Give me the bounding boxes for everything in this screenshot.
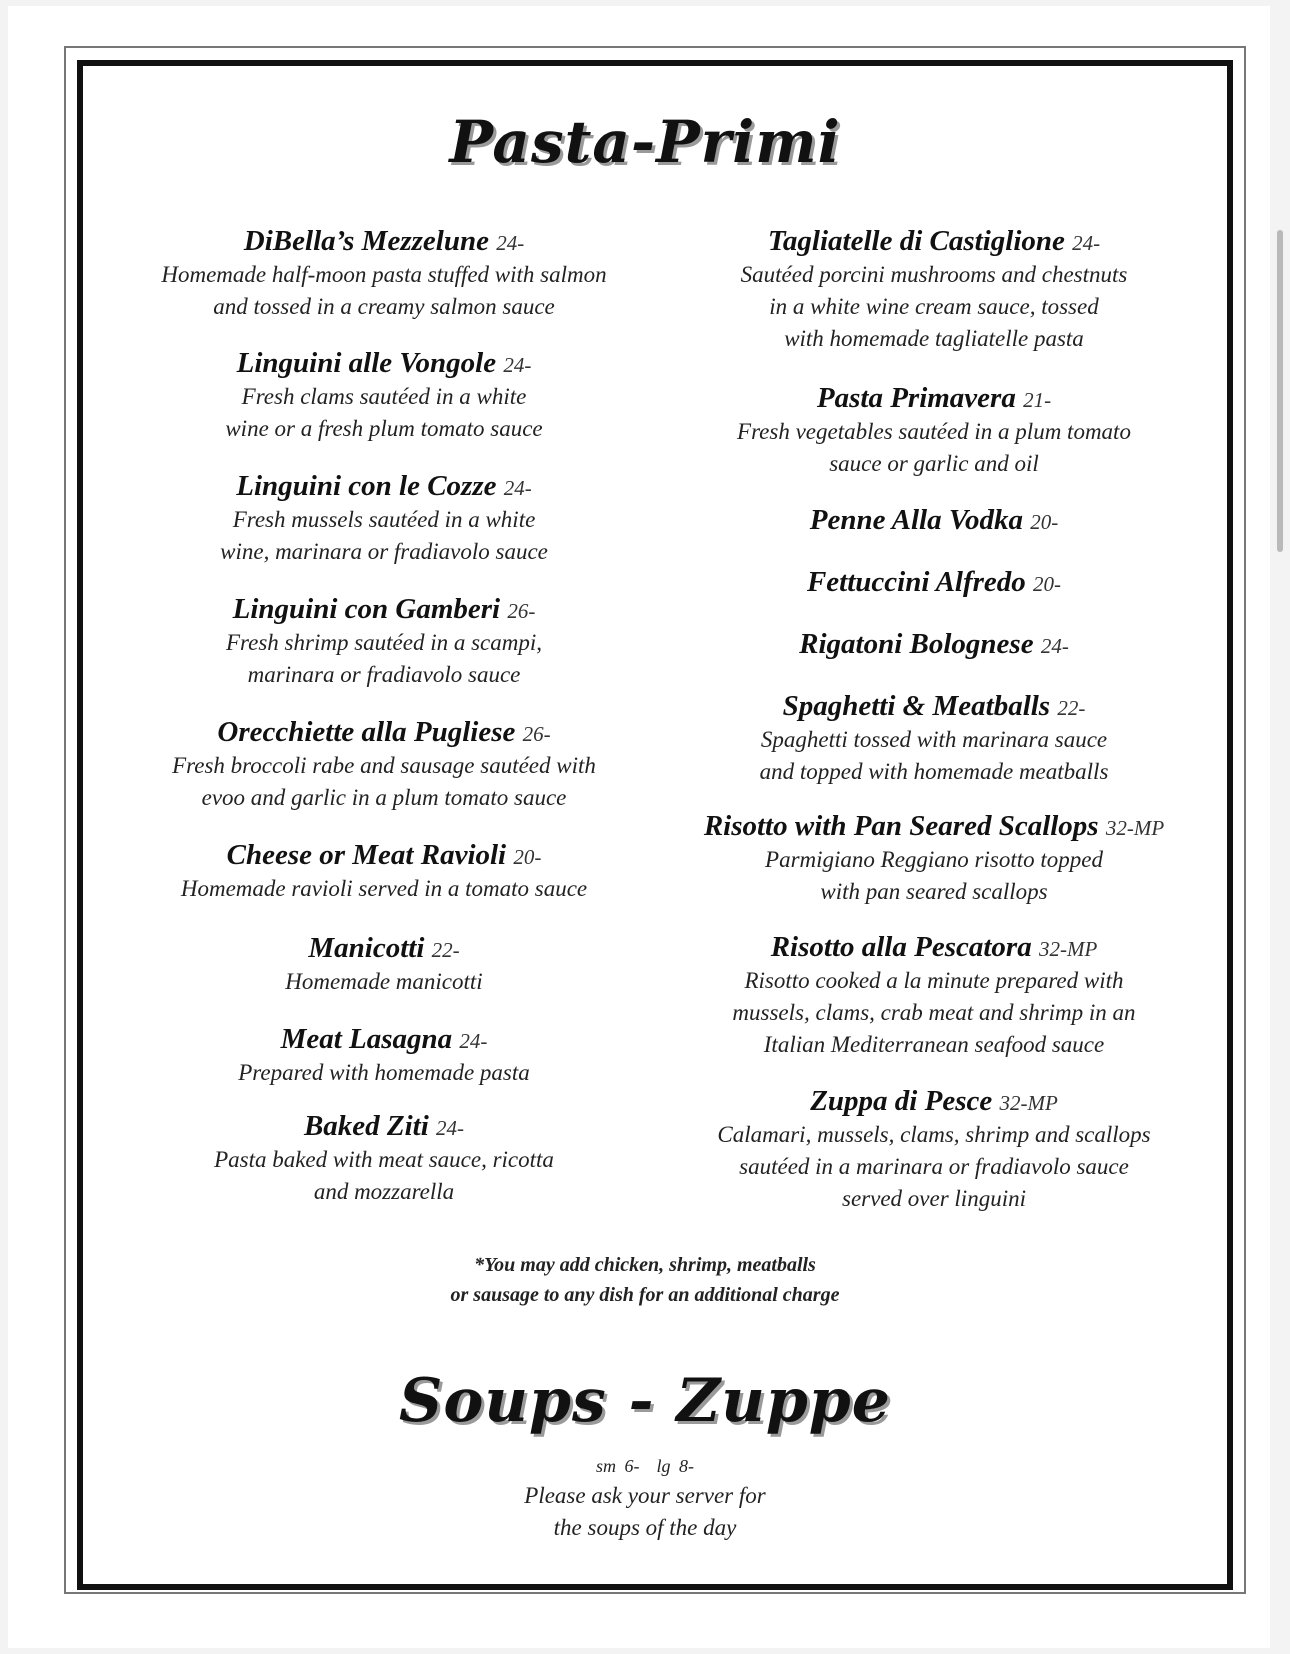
- soup-prices: sm 6- lg 8-: [596, 1456, 694, 1476]
- menu-item-title: [134, 225, 634, 259]
- menu-item: [670, 690, 1198, 788]
- add-on-note: [0, 1250, 1290, 1310]
- note-line: or sausage to any dish for an additional charge: [450, 1284, 840, 1306]
- menu-item-price: 32-MP: [999, 1091, 1058, 1115]
- pasta-section-title: Pasta-Primi: [449, 108, 841, 176]
- menu-item-price: 24-: [1072, 231, 1101, 255]
- menu-item-description: Fresh clams sautéed in a white: [241, 384, 527, 409]
- soups-info: [0, 1452, 1290, 1544]
- menu-item-description: sautéed in a marinara or fradiavolo sauce: [739, 1154, 1129, 1179]
- menu-item-title: [134, 593, 634, 627]
- menu-item-description: wine, marinara or fradiavolo sauce: [220, 539, 548, 564]
- menu-item-title: [134, 347, 634, 381]
- menu-item-name: Zuppa di Pesce: [810, 1085, 993, 1117]
- menu-item-description: and topped with homemade meatballs: [759, 759, 1109, 784]
- menu-item-description: and tossed in a creamy salmon sauce: [213, 294, 555, 319]
- menu-item: [670, 225, 1198, 355]
- menu-item-description: Parmigiano Reggiano risotto topped: [765, 847, 1103, 872]
- menu-item-price: 20-: [1033, 572, 1062, 596]
- menu-item-description: Prepared with homemade pasta: [238, 1060, 530, 1085]
- menu-item-description: served over linguini: [842, 1186, 1026, 1211]
- menu-item-description: Italian Mediterranean seafood sauce: [763, 1032, 1105, 1057]
- menu-item-name: Meat Lasagna: [280, 1023, 453, 1055]
- menu-item-price: 26-: [522, 722, 551, 746]
- soups-section-title: Soups - Zuppe: [399, 1366, 891, 1436]
- menu-item-description: with homemade tagliatelle pasta: [784, 326, 1084, 351]
- menu-item-name: Manicotti: [308, 932, 425, 964]
- menu-item-price: 20-: [1030, 510, 1059, 534]
- menu-item-title: [670, 225, 1198, 259]
- menu-item-price: 32-MP: [1105, 816, 1165, 840]
- menu-item-price: 24-: [503, 353, 532, 377]
- menu-item-description: with pan seared scallops: [820, 879, 1048, 904]
- menu-item: [134, 716, 634, 814]
- menu-item-description: Fresh shrimp sautéed in a scampi,: [225, 630, 542, 655]
- menu-item-title: [670, 690, 1198, 724]
- menu-item-price: 20-: [513, 845, 542, 869]
- menu-item-description: Fresh broccoli rabe and sausage sautéed with: [172, 753, 596, 778]
- menu-item-price: 32-MP: [1038, 937, 1098, 961]
- menu-item: [134, 347, 634, 445]
- menu-item-title: [670, 382, 1198, 416]
- menu-item-description: Fresh mussels sautéed in a white: [232, 507, 536, 532]
- menu-item-name: Baked Ziti: [303, 1110, 429, 1142]
- menu-item-title: [670, 810, 1198, 844]
- note-line: *You may add chicken, shrimp, meatballs: [474, 1254, 816, 1276]
- menu-item-description: evoo and garlic in a plum tomato sauce: [201, 785, 567, 810]
- menu-item: [670, 931, 1198, 1061]
- menu-item: [670, 628, 1198, 662]
- menu-item-title: [670, 504, 1198, 538]
- menu-item-title: [670, 628, 1198, 662]
- menu-item-description: mussels, clams, crab meat and shrimp in an: [732, 1000, 1136, 1025]
- menu-item-description: Risotto cooked a la minute prepared with: [744, 968, 1124, 993]
- menu-item-description: Pasta baked with meat sauce, ricotta: [214, 1147, 554, 1172]
- menu-item: [134, 593, 634, 691]
- menu-item-name: Risotto alla Pescatora: [770, 931, 1032, 963]
- menu-item-name: Risotto with Pan Seared Scallops: [703, 810, 1099, 842]
- menu-item-title: [134, 1110, 634, 1144]
- soup-desc-line: the soups of the day: [553, 1515, 737, 1540]
- menu-item: [670, 382, 1198, 480]
- menu-item-title: [134, 470, 634, 504]
- menu-item: [670, 566, 1198, 600]
- menu-item-price: 22-: [431, 938, 460, 962]
- menu-item-price: 24-: [503, 476, 532, 500]
- menu-item-name: Linguini alle Vongole: [236, 347, 497, 379]
- menu-item-name: Spaghetti & Meatballs: [782, 690, 1051, 722]
- menu-item: [670, 504, 1198, 538]
- menu-item-title: [670, 931, 1198, 965]
- menu-item-name: Linguini con Gamberi: [232, 593, 501, 625]
- menu-item-name: Tagliatelle di Castiglione: [767, 225, 1065, 257]
- menu-item-name: Rigatoni Bolognese: [799, 628, 1034, 660]
- menu-item-price: 24-: [459, 1029, 488, 1053]
- menu-item-price: 24-: [496, 231, 525, 255]
- menu-item-title: [134, 1023, 634, 1057]
- scrollbar-thumb[interactable]: [1277, 230, 1283, 552]
- menu-item-description: Homemade manicotti: [285, 969, 483, 994]
- menu-item: [134, 1023, 634, 1089]
- menu-item-description: Spaghetti tossed with marinara sauce: [760, 727, 1108, 752]
- menu-item: [134, 470, 634, 568]
- menu-item-description: and mozzarella: [313, 1179, 455, 1204]
- menu-item-name: Fettuccini Alfredo: [806, 566, 1026, 598]
- menu-item-description: Homemade half-moon pasta stuffed with salmon: [161, 262, 607, 287]
- menu-item-name: Pasta Primavera: [816, 382, 1016, 414]
- menu-item-description: marinara or fradiavolo sauce: [247, 662, 521, 687]
- menu-item-description: sauce or garlic and oil: [829, 451, 1039, 476]
- menu-item-name: DiBella’s Mezzelune: [243, 225, 489, 257]
- menu-item-title: [670, 1085, 1198, 1119]
- menu-item-name: Cheese or Meat Ravioli: [226, 839, 507, 871]
- menu-item-price: 21-: [1023, 388, 1052, 412]
- menu-item-title: [134, 839, 634, 873]
- menu-item-description: Sautéed porcini mushrooms and chestnuts: [740, 262, 1128, 287]
- menu-item-description: Calamari, mussels, clams, shrimp and scallops: [717, 1122, 1151, 1147]
- menu-item-price: 24-: [436, 1116, 465, 1140]
- menu-item: [134, 932, 634, 998]
- menu-item: [134, 839, 634, 905]
- menu-item: [134, 225, 634, 323]
- menu-item-name: Penne Alla Vodka: [809, 504, 1023, 536]
- menu-item-price: 26-: [507, 599, 536, 623]
- menu-item-name: Linguini con le Cozze: [236, 470, 497, 502]
- menu-item-title: [670, 566, 1198, 600]
- menu-item-description: in a white wine cream sauce, tossed: [769, 294, 1099, 319]
- menu-item: [670, 1085, 1198, 1215]
- menu-item-price: 24-: [1040, 634, 1069, 658]
- menu-item-price: 22-: [1057, 696, 1086, 720]
- menu-item: [134, 1110, 634, 1208]
- menu-item-description: Homemade ravioli served in a tomato sauce: [180, 876, 588, 901]
- menu-item-description: Fresh vegetables sautéed in a plum tomato: [737, 419, 1131, 444]
- menu-item: [670, 810, 1198, 908]
- menu-item-description: wine or a fresh plum tomato sauce: [225, 416, 543, 441]
- menu-item-title: [134, 716, 634, 750]
- menu-item-title: [134, 932, 634, 966]
- menu-item-name: Orecchiette alla Pugliese: [217, 716, 516, 748]
- soup-desc-line: Please ask your server for: [524, 1483, 766, 1508]
